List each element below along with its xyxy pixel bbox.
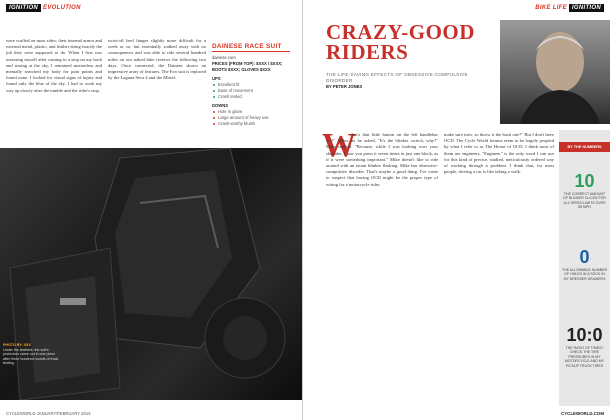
article-dek: THE LIFE-SAVING EFFECTS OF OBSESSIVE-COMPULSIVE DISORDER	[326, 72, 468, 83]
stat-block	[559, 326, 610, 368]
portrait-illustration	[500, 20, 610, 124]
downs-item: Large amount of heavy use	[212, 115, 290, 121]
numbers-banner: BY THE NUMBERS	[559, 142, 610, 152]
right-running-head	[535, 5, 604, 15]
stat-number: 10:0	[566, 325, 603, 345]
ups-item: Crash tested	[212, 94, 290, 100]
stat-description: THE ALLOWABLE NUMBER OF HOLES IN A SOCK IN MY DRESSER DRAWERS	[562, 268, 607, 281]
stat-number: 0	[579, 247, 590, 267]
stat-block	[559, 172, 610, 210]
section-tag: IGNITION	[6, 4, 41, 12]
article-title	[326, 22, 475, 62]
caption-text: Under the leathers: the suit's protectors came out in one piece after three hundred rounds of track testing.	[3, 347, 59, 366]
by-the-numbers-panel	[559, 130, 610, 406]
downs-label: DOWNS	[212, 103, 229, 108]
right-footer: CYCLEWORLD.COM	[561, 411, 604, 416]
article-column-1: hat's that little button on the left handlebar for?" Miles, as he asked, "It's the blinker switch, why?" Mike replied. "Because, while I was looking over your shoulder, I saw you press it seven times in just one block, as if it were something important." Mike doesn't like to ride around with an errant blinker flashing. Mike has obsessive-compulsive disorder. That's maybe a good thing. I've come to suspect that having OCD might be the proper type of wiring for a motorcycle rider.	[326, 132, 438, 187]
section-name: EVOLUTION	[43, 5, 81, 11]
title-line-1: CRAZY-GOOD	[326, 20, 475, 44]
sidebar-heading: DAINESE RACE SUIT	[212, 44, 290, 52]
stat-block	[559, 248, 610, 281]
right-page	[304, 0, 610, 420]
left-footer: CYCLEWORLD JANUARY/FEBRUARY 2013	[6, 411, 91, 416]
article-column-1: were scuffed on most sides; their internal armor and external metal, plastic, and leather doing exactly the job they were supposed to do. When I first was assessing myself after coming to a stop on my back and staring at the sky, I remained motionless and mentally searched my body for pain points and found none. I looked for visual signs of injury and found only the blue of the sky. I had to work my way up slowly after the tumble and the rider's stop.	[6, 38, 102, 93]
stat-description: THE CORRECT AMOUNT OF BLINKER CLICKS FOR ALL SPEED LIMITS OVER 55 MPH	[563, 192, 606, 210]
byline: BY PETER JONES	[326, 84, 363, 89]
title-line-2: RIDERS	[326, 40, 409, 64]
ups-label: UPS	[212, 76, 221, 81]
sidebar-url: dainese.com	[212, 55, 236, 60]
ups-item: Ease of movement	[212, 88, 290, 94]
stat-description: THE RATIO OF TIMES I CHECK THE TIRE PRESSURES IN MY MOTORCYCLE AND MY PICKUP TRUCK TIRES	[564, 346, 605, 368]
race-suit-photo	[0, 148, 303, 400]
downs-item: Crash-worthy bluish	[212, 121, 290, 127]
section-name: BIKE LIFE	[535, 5, 567, 11]
caption-label: PHOTO BY: XXX	[3, 343, 31, 347]
article-column-2: twist-off heel hinges slightly more difficult for a week or so, but essentially walked away with no consequences and was able to ride several hundred miles on our naked bike reviews the following two days. Once connected, the Dainese shows an impressive array of features. The Evo suit is replaced by the Laguna Seca 4 and the Mistel.	[108, 38, 206, 81]
downs-item: Hole in glove	[212, 109, 290, 115]
author-portrait	[500, 20, 610, 124]
sidebar-prices: PRICES (FROM TOP): $XXX / $XXX; BOOTS $XXX; GLOVES $XXX	[212, 61, 283, 72]
stat-number: 10	[574, 171, 595, 191]
article-column-2: make sure tires, so throw it the back one?" But I don't have OCD. The Cycle World forums seem to be largely peopled by what I refer to as The House of OCD. I think most of them are engineers. "Engineer" is the only word I can use for this kind of precise, studied, meticulously ordered way of working through a problem. I think that, for most people, driving a car is like taking a walk.	[444, 132, 554, 175]
product-sidebar	[212, 44, 290, 156]
drop-cap: W	[322, 127, 356, 164]
left-running-head	[6, 5, 81, 15]
photo-caption	[3, 343, 63, 366]
section-tag: IGNITION	[569, 4, 604, 12]
left-page	[0, 0, 303, 420]
ups-item: Excellent fit	[212, 82, 290, 88]
